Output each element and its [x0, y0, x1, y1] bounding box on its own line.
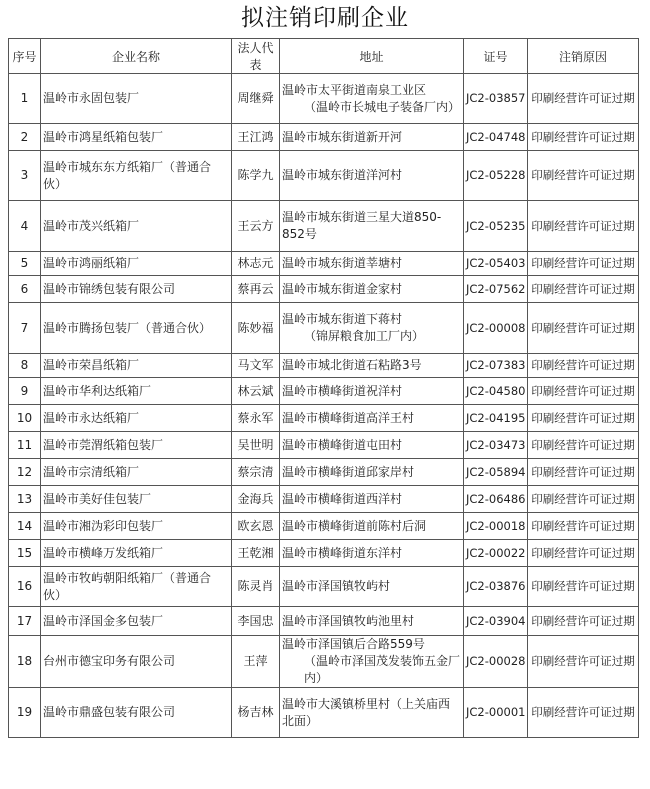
cell-no: 5 — [20, 256, 29, 270]
cell-no: 12 — [16, 464, 33, 479]
cell-no: 6 — [20, 281, 29, 296]
table-row — [9, 459, 639, 486]
cell-addr: 温岭市泽国镇后合路559号 — [282, 637, 425, 651]
company-name — [41, 405, 232, 432]
cell-name: 温岭市湘沩彩印包装厂 — [43, 518, 164, 533]
legal-representative — [232, 405, 280, 432]
cell-name: 温岭市鼎盛包装有限公司 — [43, 705, 176, 719]
legal-representative — [232, 276, 280, 303]
cell-name: 温岭市荣昌纸箱厂 — [43, 358, 140, 372]
cell-reason: 印刷经营许可证过期 — [531, 281, 635, 296]
address — [280, 486, 464, 513]
row-number — [9, 151, 41, 201]
cell-cert: JC2-00022 — [466, 545, 526, 560]
cell-reason: 印刷经营许可证过期 — [531, 579, 635, 593]
cell-rep: 马文军 — [237, 358, 274, 372]
license-number — [464, 124, 528, 151]
table-row — [9, 486, 639, 513]
address — [280, 636, 464, 688]
row-number — [9, 432, 41, 459]
cell-addr2: （温岭市泽国茂发装饰五金厂内） — [304, 654, 461, 685]
license-number — [464, 636, 528, 688]
header-no: 序号 — [9, 39, 41, 74]
cell-cert: JC2-00018 — [466, 518, 526, 533]
header-name: 企业名称 — [41, 39, 232, 74]
page-title: 拟注销印刷企业 — [241, 5, 409, 31]
cell-rep: 王云方 — [237, 218, 274, 233]
license-number — [464, 567, 528, 607]
cell-no: 11 — [16, 437, 33, 452]
cell-cert: JC2-05235 — [466, 218, 526, 233]
table-row — [9, 303, 639, 354]
cell-reason: 印刷经营许可证过期 — [531, 383, 635, 398]
company-name — [41, 567, 232, 607]
license-number — [464, 276, 528, 303]
address — [280, 540, 464, 567]
cell-cert: JC2-04195 — [466, 410, 526, 425]
cancellation-reason — [528, 636, 639, 688]
row-number — [9, 124, 41, 151]
cell-name: 温岭市美好佳包装厂 — [43, 491, 152, 506]
cell-name: 温岭市泽国金多包装厂 — [43, 613, 164, 628]
cell-reason: 印刷经营许可证过期 — [531, 256, 635, 270]
cell-no: 7 — [20, 320, 29, 335]
cell-reason: 印刷经营许可证过期 — [531, 358, 635, 372]
address — [280, 567, 464, 607]
cell-cert: JC2-00028 — [466, 654, 526, 668]
table-row — [9, 201, 639, 252]
cell-cert: JC2-00008 — [466, 320, 526, 335]
legal-representative — [232, 607, 280, 636]
row-number — [9, 303, 41, 354]
license-number — [464, 252, 528, 276]
cell-name: 温岭市莞渭纸箱包装厂 — [43, 437, 164, 452]
cell-cert: JC2-05403 — [466, 256, 526, 270]
address — [280, 74, 464, 124]
license-number — [464, 486, 528, 513]
table-row — [9, 405, 639, 432]
license-number — [464, 378, 528, 405]
license-number — [464, 303, 528, 354]
address — [280, 405, 464, 432]
legal-representative — [232, 252, 280, 276]
cell-rep: 欧玄恩 — [237, 518, 274, 533]
cell-no: 18 — [16, 654, 33, 668]
cell-reason: 印刷经营许可证过期 — [531, 654, 635, 668]
table-row — [9, 252, 639, 276]
address — [280, 354, 464, 378]
cell-addr: 温岭市城东街道三星大道850-852号 — [282, 210, 442, 241]
legal-representative — [232, 432, 280, 459]
license-number — [464, 432, 528, 459]
header-cert: 证号 — [464, 39, 528, 74]
cell-addr: 温岭市横峰街道西洋村 — [282, 491, 403, 506]
license-number — [464, 513, 528, 540]
cancellation-reason — [528, 607, 639, 636]
cell-no: 3 — [20, 168, 29, 182]
cell-no: 14 — [16, 518, 33, 533]
row-number — [9, 688, 41, 738]
cancellation-reason — [528, 252, 639, 276]
license-number — [464, 688, 528, 738]
cancellation-reason — [528, 303, 639, 354]
cell-rep: 林志元 — [237, 256, 274, 270]
legal-representative — [232, 74, 280, 124]
company-name — [41, 201, 232, 252]
cell-no: 9 — [20, 383, 29, 398]
row-number — [9, 276, 41, 303]
cell-addr2: （锦屏粮食加工厂内） — [304, 329, 425, 343]
legal-representative — [232, 540, 280, 567]
cell-addr: 温岭市横峰街道前陈村后洞 — [282, 518, 427, 533]
company-name — [41, 486, 232, 513]
cell-cert: JC2-00001 — [466, 705, 526, 719]
cell-reason: 印刷经营许可证过期 — [531, 705, 635, 719]
cell-no: 16 — [16, 579, 33, 593]
cell-rep: 李国忠 — [237, 613, 274, 628]
cell-cert: JC2-03876 — [466, 579, 526, 593]
table-row — [9, 378, 639, 405]
cell-rep: 蔡宗清 — [237, 464, 274, 479]
cell-addr: 温岭市城东街道金家村 — [282, 281, 403, 296]
legal-representative — [232, 151, 280, 201]
address — [280, 124, 464, 151]
cell-name: 温岭市横峰万发纸箱厂 — [43, 545, 164, 560]
company-name — [41, 513, 232, 540]
cell-no: 19 — [16, 705, 33, 719]
cell-name: 温岭市鸿星纸箱包装厂 — [43, 129, 164, 144]
company-name — [41, 540, 232, 567]
license-number — [464, 151, 528, 201]
address — [280, 459, 464, 486]
license-number — [464, 74, 528, 124]
cell-rep: 陈学九 — [237, 168, 274, 182]
legal-representative — [232, 201, 280, 252]
cell-reason: 印刷经营许可证过期 — [531, 437, 635, 452]
cell-rep: 王江鸿 — [237, 129, 274, 144]
company-name — [41, 74, 232, 124]
cancellation-reason — [528, 540, 639, 567]
cell-rep: 陈灵肖 — [237, 579, 274, 593]
address — [280, 378, 464, 405]
table-row — [9, 636, 639, 688]
cell-name: 温岭市宗清纸箱厂 — [43, 464, 140, 479]
legal-representative — [232, 124, 280, 151]
row-number — [9, 486, 41, 513]
cancellation-reason — [528, 405, 639, 432]
cell-cert: JC2-05228 — [466, 168, 526, 182]
address — [280, 607, 464, 636]
cell-reason: 印刷经营许可证过期 — [531, 410, 635, 425]
cell-no: 2 — [20, 129, 29, 144]
cell-addr2: （温岭市长城电子装备厂内） — [304, 99, 461, 114]
company-name — [41, 459, 232, 486]
license-number — [464, 354, 528, 378]
cell-addr: 温岭市泽国镇牧屿池里村 — [282, 613, 415, 628]
company-name — [41, 124, 232, 151]
company-name — [41, 688, 232, 738]
row-number — [9, 567, 41, 607]
legal-representative — [232, 486, 280, 513]
header-reason: 注销原因 — [528, 39, 639, 74]
cell-no: 17 — [16, 613, 33, 628]
row-number — [9, 74, 41, 124]
cell-reason: 印刷经营许可证过期 — [531, 129, 635, 144]
cancellation-reason — [528, 276, 639, 303]
cell-addr: 温岭市横峰街道东洋村 — [282, 545, 403, 560]
cell-reason: 印刷经营许可证过期 — [531, 491, 635, 506]
cell-addr: 温岭市城东街道新开河 — [282, 129, 403, 144]
cell-addr: 温岭市横峰街道祝洋村 — [282, 383, 403, 398]
cell-rep: 王乾湘 — [237, 545, 274, 560]
cancellation-reason — [528, 124, 639, 151]
company-name — [41, 252, 232, 276]
cell-rep: 陈妙福 — [237, 320, 274, 335]
legal-representative — [232, 567, 280, 607]
cancellation-reason — [528, 513, 639, 540]
license-number — [464, 607, 528, 636]
cell-name: 温岭市永固包装厂 — [43, 91, 140, 105]
company-name — [41, 432, 232, 459]
legal-representative — [232, 378, 280, 405]
row-number — [9, 636, 41, 688]
legal-representative — [232, 513, 280, 540]
address — [280, 303, 464, 354]
cell-rep: 金海兵 — [237, 491, 274, 506]
cell-cert: JC2-03857 — [466, 91, 526, 105]
cancellation-reason — [528, 688, 639, 738]
table-row — [9, 513, 639, 540]
cell-cert: JC2-04580 — [466, 383, 526, 398]
row-number — [9, 252, 41, 276]
cell-addr: 温岭市横峰街道邱家岸村 — [282, 464, 415, 479]
cancellation-reason — [528, 432, 639, 459]
cell-addr: 温岭市城东街道莘塘村 — [282, 256, 403, 270]
table-row — [9, 688, 639, 738]
row-number — [9, 459, 41, 486]
cell-cert: JC2-05894 — [466, 464, 526, 479]
cell-reason: 印刷经营许可证过期 — [531, 545, 635, 560]
table-row — [9, 567, 639, 607]
row-number — [9, 540, 41, 567]
header-rep: 法人代表 — [232, 39, 280, 74]
legal-representative — [232, 688, 280, 738]
address — [280, 276, 464, 303]
address — [280, 513, 464, 540]
table-row — [9, 74, 639, 124]
company-name — [41, 354, 232, 378]
cell-addr: 温岭市大溪镇桥里村（上关庙西北面） — [282, 696, 451, 728]
cell-name: 温岭市腾扬包装厂（普通合伙） — [43, 320, 212, 335]
table-row — [9, 354, 639, 378]
cancellation-reason — [528, 486, 639, 513]
row-number — [9, 513, 41, 540]
cell-cert: JC2-03473 — [466, 437, 526, 452]
table-row — [9, 540, 639, 567]
cell-rep: 王萍 — [243, 654, 268, 668]
legal-representative — [232, 636, 280, 688]
cell-no: 4 — [20, 218, 29, 233]
cell-no: 10 — [16, 410, 33, 425]
cell-cert: JC2-07383 — [466, 358, 526, 372]
cell-reason: 印刷经营许可证过期 — [531, 218, 635, 233]
row-number — [9, 607, 41, 636]
cell-no: 8 — [20, 358, 29, 372]
cancellation-reason — [528, 151, 639, 201]
cell-addr: 温岭市城北街道石粘路3号 — [282, 358, 422, 372]
cell-addr: 温岭市城东街道下蒋村 — [282, 312, 403, 326]
cell-addr: 温岭市太平街道南泉工业区 — [282, 82, 427, 97]
company-name — [41, 636, 232, 688]
company-name — [41, 303, 232, 354]
cell-addr: 温岭市横峰街道高洋王村 — [282, 410, 415, 425]
cell-no: 15 — [16, 545, 33, 560]
cell-addr: 温岭市泽国镇牧屿村 — [282, 579, 391, 593]
cell-name: 温岭市茂兴纸箱厂 — [43, 218, 140, 233]
cell-reason: 印刷经营许可证过期 — [531, 613, 635, 628]
table-row — [9, 432, 639, 459]
row-number — [9, 378, 41, 405]
cell-rep: 吴世明 — [237, 437, 274, 452]
license-number — [464, 405, 528, 432]
cell-rep: 林云斌 — [237, 383, 274, 398]
cell-name: 台州市德宝印务有限公司 — [43, 654, 176, 668]
cell-reason: 印刷经营许可证过期 — [531, 518, 635, 533]
cell-reason: 印刷经营许可证过期 — [531, 168, 635, 182]
row-number — [9, 354, 41, 378]
company-name — [41, 151, 232, 201]
license-number — [464, 540, 528, 567]
cancellation-reason — [528, 378, 639, 405]
cancellation-reason — [528, 201, 639, 252]
address — [280, 432, 464, 459]
address — [280, 151, 464, 201]
cell-name: 温岭市城东东方纸箱厂（普通合伙） — [43, 159, 212, 191]
cell-reason: 印刷经营许可证过期 — [531, 91, 635, 105]
table-row — [9, 124, 639, 151]
address — [280, 252, 464, 276]
cell-cert: JC2-04748 — [466, 129, 526, 144]
cell-name: 温岭市华利达纸箱厂 — [43, 383, 152, 398]
cell-rep: 周继舜 — [237, 91, 274, 105]
cell-cert: JC2-03904 — [466, 613, 526, 628]
cell-name: 温岭市鸿丽纸箱厂 — [43, 256, 140, 270]
license-number — [464, 459, 528, 486]
company-table — [8, 38, 639, 738]
legal-representative — [232, 354, 280, 378]
cell-addr: 温岭市城东街道洋河村 — [282, 168, 403, 182]
cell-reason: 印刷经营许可证过期 — [531, 320, 635, 335]
table-header-row — [9, 39, 639, 74]
cell-name: 温岭市永达纸箱厂 — [43, 410, 140, 425]
cell-reason: 印刷经营许可证过期 — [531, 464, 635, 479]
company-name — [41, 276, 232, 303]
table-body — [9, 74, 639, 738]
cell-rep: 杨吉林 — [237, 705, 274, 719]
legal-representative — [232, 303, 280, 354]
cancellation-reason — [528, 459, 639, 486]
cell-name: 温岭市锦绣包装有限公司 — [43, 281, 176, 296]
cancellation-reason — [528, 567, 639, 607]
license-number — [464, 201, 528, 252]
row-number — [9, 405, 41, 432]
cell-cert: JC2-06486 — [466, 491, 526, 506]
address — [280, 688, 464, 738]
company-name — [41, 378, 232, 405]
company-name — [41, 607, 232, 636]
cell-addr: 温岭市横峰街道屯田村 — [282, 437, 403, 452]
cell-rep: 蔡再云 — [237, 281, 274, 296]
cell-name: 温岭市牧屿朝阳纸箱厂（普通合伙） — [43, 570, 212, 602]
row-number — [9, 201, 41, 252]
table-row — [9, 276, 639, 303]
cancellation-reason — [528, 354, 639, 378]
cell-no: 1 — [20, 91, 29, 105]
header-addr: 地址 — [280, 39, 464, 74]
table-row — [9, 151, 639, 201]
cell-no: 13 — [16, 491, 33, 506]
cell-rep: 蔡永军 — [237, 410, 274, 425]
cancellation-reason — [528, 74, 639, 124]
legal-representative — [232, 459, 280, 486]
address — [280, 201, 464, 252]
cell-cert: JC2-07562 — [466, 281, 526, 296]
table-row — [9, 607, 639, 636]
